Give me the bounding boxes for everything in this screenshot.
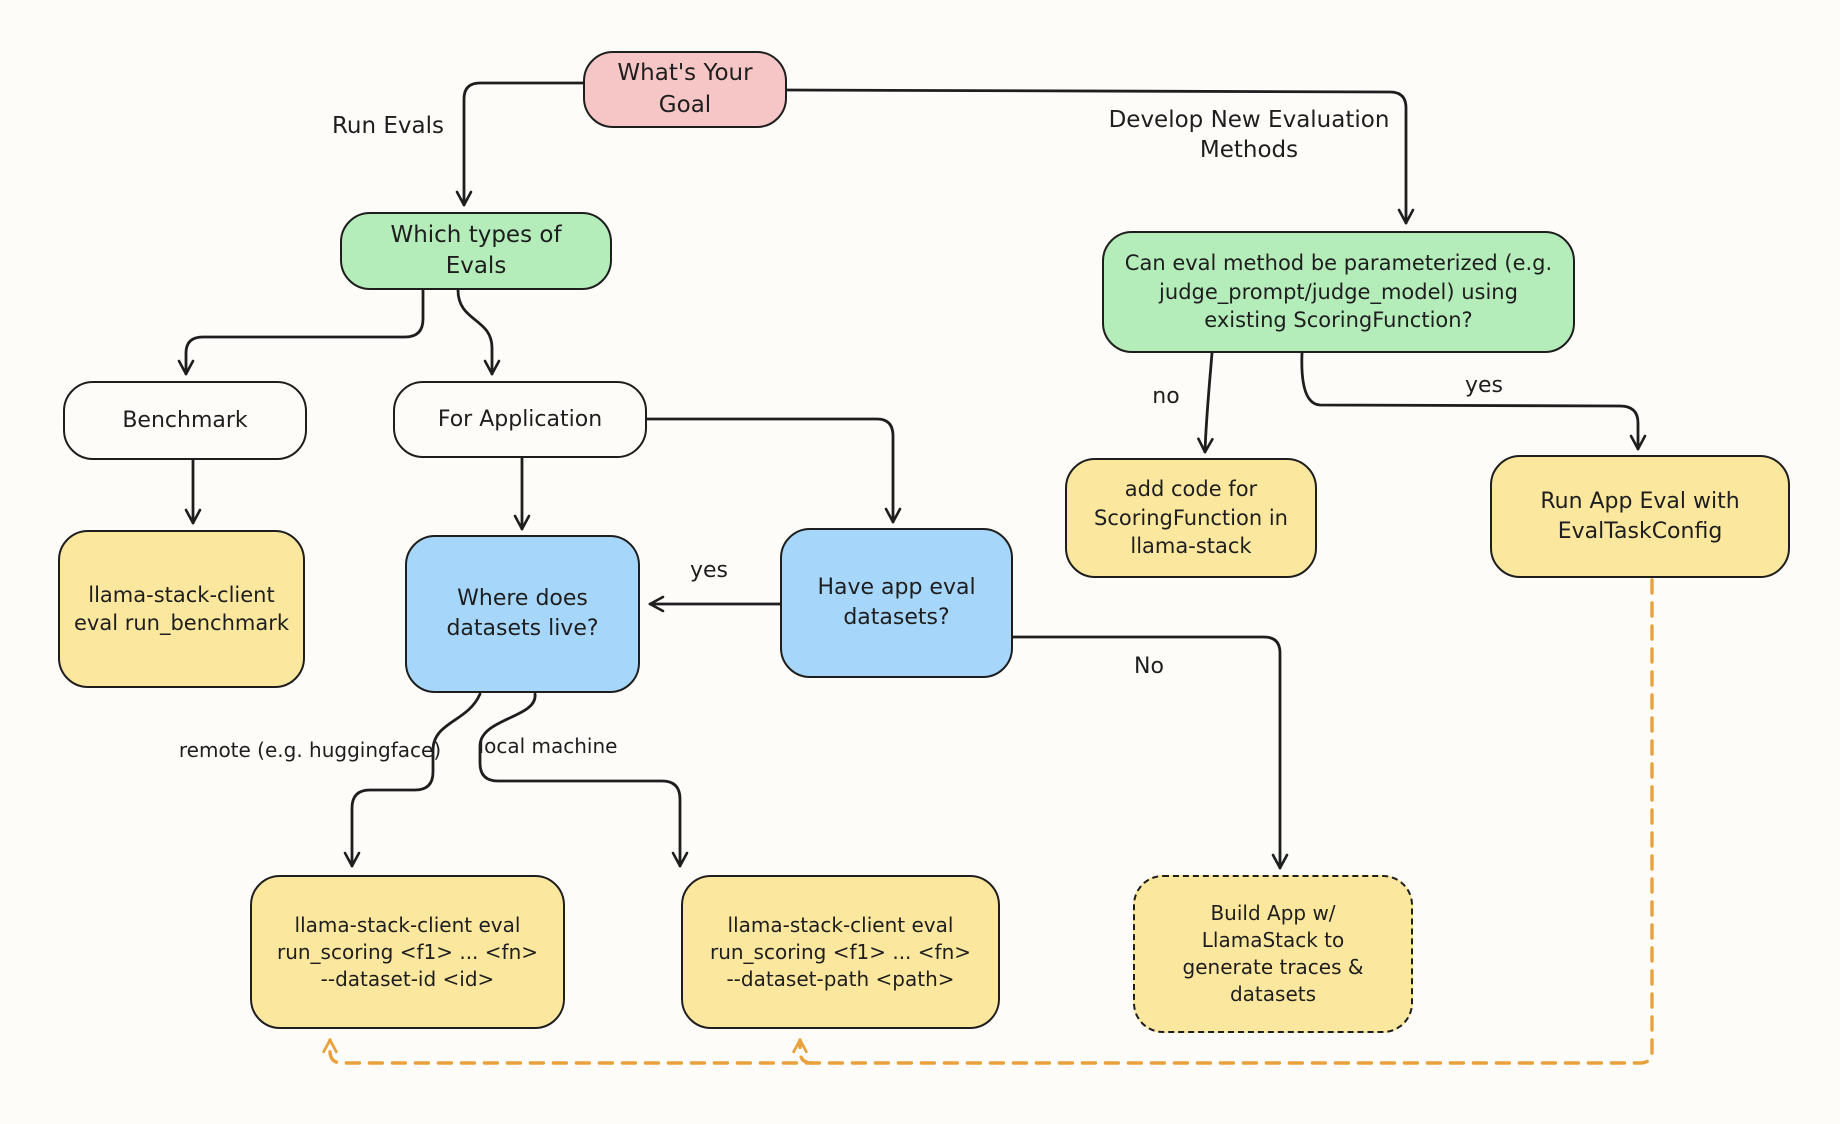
node-where-datasets-live: Where does datasets live? (405, 535, 640, 693)
edge-label-run-evals: Run Evals (331, 113, 445, 139)
arrow-where-datasets-to-scoring-id-remote (352, 694, 480, 866)
arrow-where-datasets-to-scoring-path-local (480, 694, 680, 866)
edge-label-local-machine: local machine (478, 734, 618, 758)
node-benchmark: Benchmark (63, 381, 307, 460)
edge-label-develop-new-evaluation-methods: Develop New Evaluation Methods (1108, 107, 1390, 163)
node-run-scoring-dataset-path-cmd: llama-stack-client eval run_scoring <f1> ... <fn> --dataset-path <path> (681, 875, 1000, 1029)
arrow-param-q-to-run-app-eval-yes (1302, 353, 1638, 449)
arrow-which-types-to-for-application (458, 290, 492, 374)
node-add-scoringfunction-code: add code for ScoringFunction in llama-stack (1065, 458, 1317, 578)
node-build-app-llamastack: Build App w/ LlamaStack to generate traces & datasets (1133, 875, 1413, 1033)
node-have-app-eval-datasets: Have app eval datasets? (780, 528, 1013, 678)
arrow-goal-to-which-types (464, 83, 583, 205)
node-run-benchmark-cmd: llama-stack-client eval run_benchmark (58, 530, 305, 688)
node-which-types-of-evals: Which types of Evals (340, 212, 612, 290)
node-whats-your-goal: What's Your Goal (583, 51, 787, 128)
arrow-which-types-to-benchmark (186, 290, 423, 374)
edge-label-no-have-datasets: No (1134, 654, 1164, 679)
edge-label-remote-huggingface: remote (e.g. huggingface) (178, 738, 442, 762)
edge-label-no-param: no (1152, 384, 1180, 409)
node-for-application: For Application (393, 381, 647, 458)
arrow-param-q-to-add-code-no (1205, 353, 1212, 452)
node-run-app-eval: Run App Eval with EvalTaskConfig (1490, 455, 1790, 578)
node-run-scoring-dataset-id-cmd: llama-stack-client eval run_scoring <f1> ... <fn> --dataset-id <id> (250, 875, 565, 1029)
arrow-for-application-to-have-datasets (647, 419, 893, 522)
edge-label-yes-param: yes (1464, 373, 1504, 398)
edge-label-yes-have-datasets: yes (689, 558, 729, 583)
node-param-question: Can eval method be parameterized (e.g. judge_prompt/judge_model) using existing ScoringFunction? (1102, 231, 1575, 353)
arrow-run-app-eval-to-scoring-path-dashed (800, 1040, 812, 1063)
